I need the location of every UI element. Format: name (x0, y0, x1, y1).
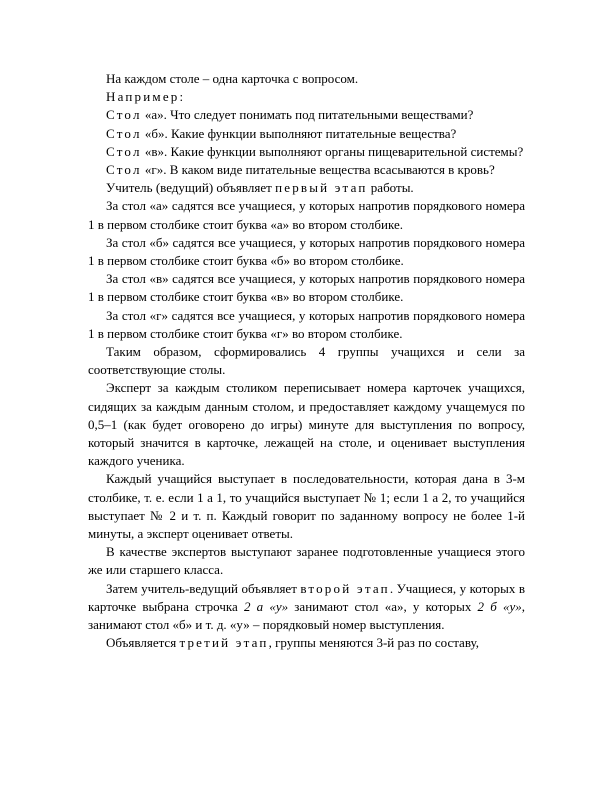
spaced-text: третий этап (179, 635, 269, 651)
paragraph-p16 (88, 580, 525, 635)
paragraph-text: , занимают стол «б» и т. д. «у» – порядковый номер выступления. (88, 598, 525, 633)
paragraph-p17 (88, 634, 525, 652)
paragraph-text: Каждый учащийся выступает в последовательности, которая дана в 3-м столбике, т. е. если 1 а 1, то учащийся выступает № 1; если 1 а 2, то учащийся выступает № 2 и т. п. Каждый говорит по заданному вопросу не более 1-й минуты, а эксперт оценивает ответы. (88, 471, 525, 542)
paragraph-text: За стол «а» садятся все учащиеся, у которых напротив порядкового номера 1 в первом столбике стоит буква «а» во втором столбике. (88, 198, 525, 232)
paragraph-text: «б». Какие функции выполняют питательные вещества? (141, 125, 457, 141)
paragraph-p08 (88, 197, 525, 233)
paragraph-text: «г». В каком виде питательные вещества всасываются в кровь? (141, 162, 495, 178)
paragraph-p03 (88, 106, 525, 124)
paragraph-p04 (88, 125, 525, 143)
spaced-text: второй этап (300, 580, 390, 596)
paragraph-p15 (88, 543, 525, 579)
spaced-text: Стол (106, 162, 142, 178)
spaced-text: Стол (106, 107, 142, 123)
paragraph-p02 (88, 88, 525, 106)
italic-text: 2 б «у» (477, 598, 522, 614)
paragraph-text: «в». Какие функции выполняют органы пищеварительной системы? (141, 143, 524, 159)
spaced-text: Например: (106, 89, 186, 105)
paragraph-text: . Учащиеся, у которых в карточке выбрана строчка (88, 580, 525, 614)
paragraph-text: Эксперт за каждым столиком переписывает номера карточек учащихся, сидящих за каждым данным столом, и предоставляет каждому учащемуся по 0,5–1 (как будет оговорено до игры) минуте для выступления по вопросу, который значится в карточке, лежащей на столе, и оценивает выступления каждого ученика. (88, 380, 525, 469)
paragraph-p07 (88, 179, 525, 197)
spaced-text: Стол (106, 143, 142, 159)
document-body (88, 70, 525, 653)
paragraph-p11 (88, 307, 525, 343)
paragraph-p12 (88, 343, 525, 379)
paragraph-p10 (88, 270, 525, 306)
paragraph-p06 (88, 161, 525, 179)
paragraph-p05 (88, 143, 525, 161)
paragraph-text: Объявляется (106, 635, 180, 651)
paragraph-text: На каждом столе – одна карточка с вопросом. (106, 71, 359, 86)
paragraph-text: За стол «г» садятся все учащиеся, у которых напротив порядкового номера 1 в первом столбике стоит буква «г» во втором столбике. (88, 307, 525, 341)
paragraph-text: Учитель (ведущий) объявляет (106, 180, 276, 196)
paragraph-text: За стол «в» садятся все учащиеся, у которых напротив порядкового номера 1 в первом столбике стоит буква «в» во втором столбике. (88, 271, 525, 305)
paragraph-text: «а». Что следует понимать под питательными веществами? (141, 107, 474, 123)
paragraph-text: В качестве экспертов выступают заранее подготовленные учащиеся этого же или старшего класса. (88, 544, 525, 578)
paragraph-p09 (88, 234, 525, 270)
paragraph-text: Затем учитель-ведущий объявляет (106, 580, 301, 596)
paragraph-p14 (88, 470, 525, 543)
paragraph-text: работы. (367, 180, 414, 196)
paragraph-text: , группы меняются 3-й раз по составу, (268, 635, 479, 651)
paragraph-p13 (88, 379, 525, 470)
paragraph-text: Таким образом, сформировались 4 группы учащихся и сели за соответствующие столы. (88, 344, 525, 378)
paragraph-text: занимают стол «а», у которых (288, 598, 478, 614)
paragraph-p01 (88, 70, 525, 88)
spaced-text: Стол (106, 125, 142, 141)
paragraph-text: За стол «б» садятся все учащиеся, у которых напротив порядкового номера 1 в первом столбике стоит буква «б» во втором столбике. (88, 234, 525, 269)
spaced-text: первый этап (275, 180, 368, 196)
italic-text: 2 а «у» (243, 598, 289, 614)
